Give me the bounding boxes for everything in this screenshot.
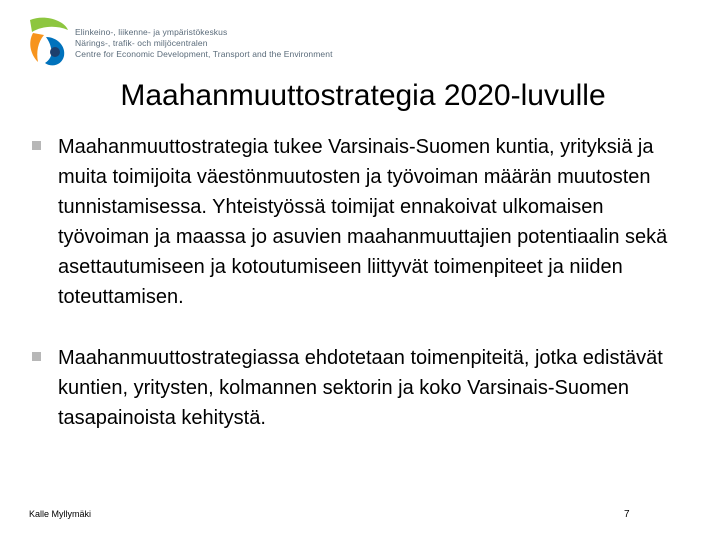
ely-logo-icon	[26, 16, 70, 68]
slide-title: Maahanmuuttostrategia 2020-luvulle	[120, 79, 606, 112]
bullet-text: Maahanmuuttostrategiassa ehdotetaan toimenpiteitä, jotka edistävät kuntien, yritysten, kolmannen sektorin ja koko Varsinais-Suomen tasapainoista kehitystä.	[58, 347, 663, 429]
bullet-square-icon	[32, 352, 41, 361]
organization-names	[75, 27, 333, 60]
org-name-english: Centre for Economic Development, Transport and the Environment	[75, 49, 333, 59]
bullet-item	[58, 132, 698, 312]
logo-dark-dot	[50, 47, 60, 57]
org-name-finnish: Elinkeino-, liikenne- ja ympäristökeskus	[75, 27, 228, 37]
logo-orange-leaf	[30, 33, 44, 62]
footer-author: Kalle Myllymäki	[29, 509, 92, 519]
bullet-text: Maahanmuuttostrategia tukee Varsinais-Suomen kuntia, yrityksiä ja muita toimijoita väestönmuutosten ja työvoiman määrän muutosten tunnistamisessa. Yhteistyössä toimijat ennakoivat ulkomaisen työvoiman ja maassa jo asuvien maahanmuuttajien potentiaalin sekä asettautumiseen ja kotoutumiseen liittyvät toimenpiteet ja niiden toteuttamisen.	[58, 136, 668, 308]
bullet-item	[58, 343, 698, 433]
page-number: 7	[624, 509, 630, 520]
bullet-square-icon	[32, 141, 41, 150]
logo-green-leaf	[30, 18, 68, 32]
org-name-swedish: Närings-, trafik- och miljöcentralen	[75, 38, 208, 48]
